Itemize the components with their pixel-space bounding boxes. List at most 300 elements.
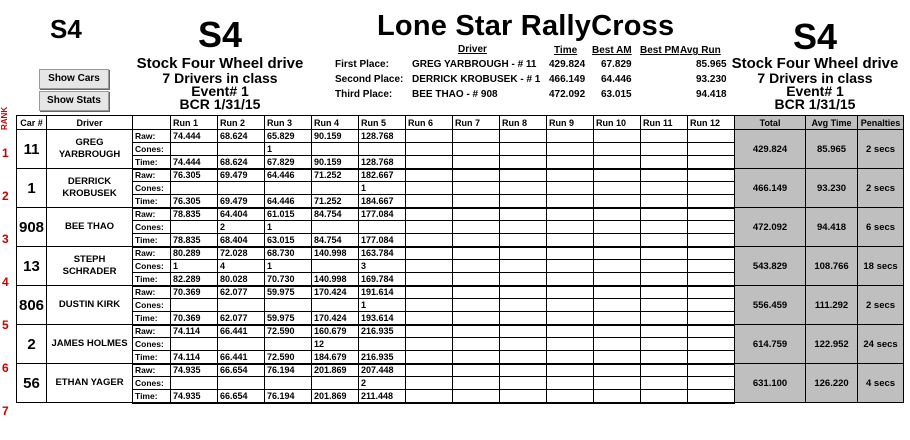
row-label: Raw:	[133, 208, 171, 221]
place-driver: BEE THAO - # 908	[412, 89, 498, 100]
run-cell	[688, 130, 735, 143]
run-cell	[453, 338, 500, 351]
run-cell: 63.015	[265, 234, 312, 247]
penalties: 2 secs	[858, 169, 904, 208]
table-row	[17, 208, 904, 221]
rank-number: 4	[2, 275, 9, 289]
run-cell	[688, 195, 735, 208]
table-row	[17, 325, 904, 338]
run-cell	[641, 286, 688, 299]
run-cell	[594, 169, 641, 182]
row-label: Time:	[133, 195, 171, 208]
run-cell	[688, 390, 735, 403]
run-cell	[218, 299, 265, 312]
run-cell	[641, 234, 688, 247]
run-cell	[406, 195, 453, 208]
run-cell: 1	[265, 143, 312, 156]
table-row	[17, 364, 904, 377]
run-cell	[688, 156, 735, 169]
run-cell: 90.159	[312, 156, 359, 169]
run-cell	[594, 208, 641, 221]
run-cell	[641, 312, 688, 325]
run-cell: 78.835	[171, 234, 218, 247]
run-cell: 76.305	[171, 195, 218, 208]
place-avg-run: 85.965	[696, 59, 727, 70]
run-cell	[500, 221, 547, 234]
run-cell	[171, 143, 218, 156]
run-cell	[359, 143, 406, 156]
run-cell	[641, 182, 688, 195]
run-cell	[453, 130, 500, 143]
rank-number: 1	[2, 146, 9, 160]
run-cell	[406, 169, 453, 182]
avg-time: 122.952	[806, 325, 858, 364]
run-cell: 69.479	[218, 195, 265, 208]
run-cell: 2	[359, 377, 406, 390]
column-header: Run 1	[171, 116, 218, 130]
run-cell: 201.869	[312, 390, 359, 403]
show-cars-button[interactable]: Show Cars	[39, 69, 109, 89]
run-cell	[641, 156, 688, 169]
run-cell: 72.590	[265, 325, 312, 338]
run-cell: 70.369	[171, 286, 218, 299]
row-label: Time:	[133, 273, 171, 286]
run-cell	[406, 208, 453, 221]
run-cell: 80.028	[218, 273, 265, 286]
row-label: Raw:	[133, 247, 171, 260]
run-cell	[641, 143, 688, 156]
row-label: Time:	[133, 234, 171, 247]
run-cell: 2	[218, 221, 265, 234]
run-cell	[312, 143, 359, 156]
place-best-am: 63.015	[601, 89, 632, 100]
driver-name: JAMES HOLMES	[47, 325, 133, 364]
car-number: 13	[17, 247, 47, 286]
avg-time: 111.292	[806, 286, 858, 325]
run-cell	[312, 221, 359, 234]
row-label: Cones:	[133, 182, 171, 195]
run-cell	[500, 377, 547, 390]
penalties: 18 secs	[858, 247, 904, 286]
run-cell: 74.444	[171, 156, 218, 169]
run-cell	[594, 195, 641, 208]
column-header: Avg Time	[806, 116, 858, 130]
run-cell	[688, 312, 735, 325]
total: 543.829	[735, 247, 806, 286]
run-cell	[453, 195, 500, 208]
penalties: 6 secs	[858, 208, 904, 247]
place-driver: DERRICK KROBUSEK - # 1	[412, 74, 541, 85]
run-cell	[500, 390, 547, 403]
run-cell	[688, 221, 735, 234]
run-cell	[547, 377, 594, 390]
run-cell	[547, 286, 594, 299]
run-cell	[453, 390, 500, 403]
run-cell: 163.784	[359, 247, 406, 260]
avg-time: 85.965	[806, 130, 858, 169]
run-cell	[500, 234, 547, 247]
run-cell	[312, 182, 359, 195]
run-cell: 170.424	[312, 312, 359, 325]
run-cell	[218, 182, 265, 195]
right-class-code: S4	[792, 16, 838, 57]
run-cell: 184.679	[312, 351, 359, 364]
run-cell: 71.252	[312, 195, 359, 208]
avg-time: 108.766	[806, 247, 858, 286]
row-label: Time:	[133, 390, 171, 403]
run-cell	[594, 351, 641, 364]
run-cell	[500, 195, 547, 208]
rank-label: RANK	[0, 106, 9, 130]
run-cell: 66.654	[218, 390, 265, 403]
row-label: Raw:	[133, 169, 171, 182]
run-cell	[406, 143, 453, 156]
run-cell	[641, 208, 688, 221]
rank-number: 6	[2, 361, 9, 375]
run-cell: 84.754	[312, 234, 359, 247]
run-cell: 70.730	[265, 273, 312, 286]
run-cell: 62.077	[218, 286, 265, 299]
run-cell	[406, 273, 453, 286]
run-cell: 72.590	[265, 351, 312, 364]
run-cell	[453, 169, 500, 182]
run-cell: 82.289	[171, 273, 218, 286]
run-cell: 66.441	[218, 351, 265, 364]
run-cell	[500, 325, 547, 338]
column-header: Run 8	[500, 116, 547, 130]
car-number: 11	[17, 130, 47, 169]
total: 556.459	[735, 286, 806, 325]
avg-time: 93.230	[806, 169, 858, 208]
total: 472.092	[735, 208, 806, 247]
run-cell: 90.159	[312, 130, 359, 143]
run-cell	[547, 260, 594, 273]
run-cell	[547, 156, 594, 169]
run-cell: 128.768	[359, 156, 406, 169]
run-cell: 70.369	[171, 312, 218, 325]
penalties: 24 secs	[858, 325, 904, 364]
run-cell	[688, 273, 735, 286]
run-cell: 169.784	[359, 273, 406, 286]
row-label: Cones:	[133, 377, 171, 390]
run-cell	[547, 195, 594, 208]
rank-number: 2	[2, 189, 9, 203]
run-cell	[594, 143, 641, 156]
run-cell: 1	[171, 260, 218, 273]
run-cell	[171, 377, 218, 390]
center-event: Event# 1	[191, 83, 249, 99]
run-cell	[406, 247, 453, 260]
run-cell: 68.624	[218, 156, 265, 169]
run-cell	[641, 169, 688, 182]
run-cell: 74.444	[171, 130, 218, 143]
run-cell	[594, 312, 641, 325]
place-avg-run: 93.230	[696, 74, 727, 85]
column-header: Run 4	[312, 116, 359, 130]
run-cell	[641, 338, 688, 351]
run-cell	[406, 338, 453, 351]
run-cell	[406, 325, 453, 338]
run-cell	[547, 143, 594, 156]
run-cell	[406, 351, 453, 364]
run-cell	[641, 130, 688, 143]
place-label: Second Place:	[335, 74, 404, 85]
run-cell	[688, 143, 735, 156]
left-class-code: S4	[50, 14, 82, 44]
row-label: Raw:	[133, 325, 171, 338]
place-time: 429.824	[549, 59, 586, 70]
run-cell	[547, 390, 594, 403]
run-cell	[171, 182, 218, 195]
run-cell	[500, 351, 547, 364]
run-cell	[547, 182, 594, 195]
penalties: 4 secs	[858, 364, 904, 403]
run-cell	[594, 390, 641, 403]
run-cell	[453, 377, 500, 390]
table-row	[17, 286, 904, 299]
car-number: 806	[17, 286, 47, 325]
run-cell	[500, 273, 547, 286]
total: 614.759	[735, 325, 806, 364]
run-cell	[688, 234, 735, 247]
run-cell	[359, 338, 406, 351]
run-cell	[453, 182, 500, 195]
row-label: Raw:	[133, 130, 171, 143]
right-class-name: Stock Four Wheel drive	[731, 55, 899, 72]
run-cell: 71.252	[312, 169, 359, 182]
run-cell	[547, 130, 594, 143]
run-cell: 74.114	[171, 351, 218, 364]
run-cell	[265, 377, 312, 390]
run-cell: 72.028	[218, 247, 265, 260]
column-header: Car #	[17, 116, 47, 130]
run-cell: 216.935	[359, 351, 406, 364]
avg-time: 126.220	[806, 364, 858, 403]
penalties: 2 secs	[858, 130, 904, 169]
page-title: Lone Star RallyCross	[377, 10, 675, 42]
run-cell	[453, 312, 500, 325]
run-cell	[218, 143, 265, 156]
run-cell	[406, 130, 453, 143]
run-cell	[453, 286, 500, 299]
run-cell	[594, 221, 641, 234]
penalties: 2 secs	[858, 286, 904, 325]
run-cell: 128.768	[359, 130, 406, 143]
column-header: Run 2	[218, 116, 265, 130]
rank-number: 5	[2, 318, 9, 332]
run-cell: 66.654	[218, 364, 265, 377]
total: 631.100	[735, 364, 806, 403]
run-cell	[688, 208, 735, 221]
run-cell: 68.624	[218, 130, 265, 143]
run-cell	[500, 182, 547, 195]
run-cell	[500, 286, 547, 299]
run-cell	[547, 247, 594, 260]
run-cell	[265, 299, 312, 312]
run-cell	[453, 273, 500, 286]
rank-number: 7	[2, 404, 9, 418]
table-row	[17, 130, 904, 143]
place-time: 472.092	[549, 89, 586, 100]
run-cell	[688, 299, 735, 312]
run-cell: 1	[359, 182, 406, 195]
run-cell: 211.448	[359, 390, 406, 403]
run-cell	[453, 364, 500, 377]
run-cell: 193.614	[359, 312, 406, 325]
run-cell	[547, 234, 594, 247]
run-cell	[500, 364, 547, 377]
run-cell	[688, 169, 735, 182]
run-cell: 80.289	[171, 247, 218, 260]
run-cell	[594, 299, 641, 312]
car-number: 908	[17, 208, 47, 247]
run-cell: 68.730	[265, 247, 312, 260]
run-cell	[641, 260, 688, 273]
row-label: Time:	[133, 156, 171, 169]
run-cell	[594, 273, 641, 286]
column-header: Penalties	[858, 116, 904, 130]
run-cell	[594, 260, 641, 273]
run-cell	[406, 260, 453, 273]
car-number: 2	[17, 325, 47, 364]
run-cell	[547, 299, 594, 312]
run-cell	[641, 325, 688, 338]
row-label: Time:	[133, 351, 171, 364]
run-cell: 68.404	[218, 234, 265, 247]
column-header: Run 5	[359, 116, 406, 130]
column-header: Run 10	[594, 116, 641, 130]
place-driver: GREG YARBROUGH - # 11	[412, 59, 537, 70]
row-label: Cones:	[133, 260, 171, 273]
results-header-time: Time	[554, 45, 578, 56]
run-cell	[500, 143, 547, 156]
run-cell: 201.869	[312, 364, 359, 377]
run-cell: 191.614	[359, 286, 406, 299]
table-row	[17, 169, 904, 182]
place-best-am: 67.829	[601, 59, 632, 70]
run-cell: 182.667	[359, 169, 406, 182]
run-cell	[171, 338, 218, 351]
run-cell	[688, 286, 735, 299]
run-cell	[406, 156, 453, 169]
run-cell	[218, 338, 265, 351]
row-label: Time:	[133, 312, 171, 325]
run-cell	[547, 312, 594, 325]
run-cell	[641, 364, 688, 377]
run-cell	[500, 208, 547, 221]
run-cell	[641, 247, 688, 260]
run-cell: 4	[218, 260, 265, 273]
column-header: Run 3	[265, 116, 312, 130]
run-cell	[406, 234, 453, 247]
run-cell	[594, 364, 641, 377]
run-cell: 1	[265, 260, 312, 273]
run-cell	[406, 182, 453, 195]
run-cell	[265, 182, 312, 195]
run-cell	[641, 195, 688, 208]
run-cell	[406, 312, 453, 325]
row-label: Cones:	[133, 221, 171, 234]
run-cell	[688, 325, 735, 338]
run-cell	[594, 234, 641, 247]
run-cell	[453, 156, 500, 169]
center-date: BCR 1/31/15	[179, 96, 261, 112]
column-header: Run 11	[641, 116, 688, 130]
run-cell: 69.479	[218, 169, 265, 182]
run-cell: 62.077	[218, 312, 265, 325]
run-cell	[641, 390, 688, 403]
run-cell	[406, 377, 453, 390]
run-cell	[500, 338, 547, 351]
run-cell	[406, 364, 453, 377]
run-cell	[453, 143, 500, 156]
run-cell	[594, 130, 641, 143]
total: 466.149	[735, 169, 806, 208]
run-cell: 59.975	[265, 286, 312, 299]
place-avg-run: 94.418	[696, 89, 727, 100]
run-cell	[641, 299, 688, 312]
place-label: Third Place:	[335, 89, 393, 100]
run-cell: 64.446	[265, 169, 312, 182]
run-cell	[453, 234, 500, 247]
run-cell: 66.441	[218, 325, 265, 338]
run-cell	[171, 299, 218, 312]
table-row	[17, 247, 904, 260]
run-cell: 76.305	[171, 169, 218, 182]
place-best-am: 64.446	[601, 74, 632, 85]
run-cell	[453, 221, 500, 234]
run-cell	[641, 221, 688, 234]
run-cell	[453, 247, 500, 260]
run-cell	[500, 156, 547, 169]
center-class-code: S4	[197, 14, 243, 55]
column-header: Driver	[47, 116, 133, 130]
show-stats-button[interactable]: Show Stats	[39, 91, 109, 111]
run-cell	[312, 377, 359, 390]
run-cell: 74.935	[171, 390, 218, 403]
run-cell: 170.424	[312, 286, 359, 299]
run-cell	[359, 221, 406, 234]
driver-name: DERRICK KROBUSEK	[47, 169, 133, 208]
run-cell	[500, 299, 547, 312]
run-cell	[312, 299, 359, 312]
avg-time: 94.418	[806, 208, 858, 247]
center-drivers-count: 7 Drivers in class	[162, 70, 278, 86]
run-cell: 216.935	[359, 325, 406, 338]
run-cell: 64.404	[218, 208, 265, 221]
run-cell	[406, 286, 453, 299]
run-cell: 140.998	[312, 273, 359, 286]
run-cell	[688, 247, 735, 260]
run-cell	[547, 169, 594, 182]
column-header: Run 6	[406, 116, 453, 130]
run-cell: 140.998	[312, 247, 359, 260]
column-header	[133, 116, 171, 130]
car-number: 56	[17, 364, 47, 403]
right-event: Event# 1	[786, 83, 844, 99]
place-label: First Place:	[335, 59, 389, 70]
run-cell	[547, 208, 594, 221]
run-cell	[500, 169, 547, 182]
run-cell	[594, 325, 641, 338]
run-cell: 67.829	[265, 156, 312, 169]
run-cell	[594, 338, 641, 351]
run-cell	[594, 377, 641, 390]
run-cell: 1	[265, 221, 312, 234]
run-cell: 84.754	[312, 208, 359, 221]
run-cell	[453, 260, 500, 273]
run-cell	[218, 377, 265, 390]
